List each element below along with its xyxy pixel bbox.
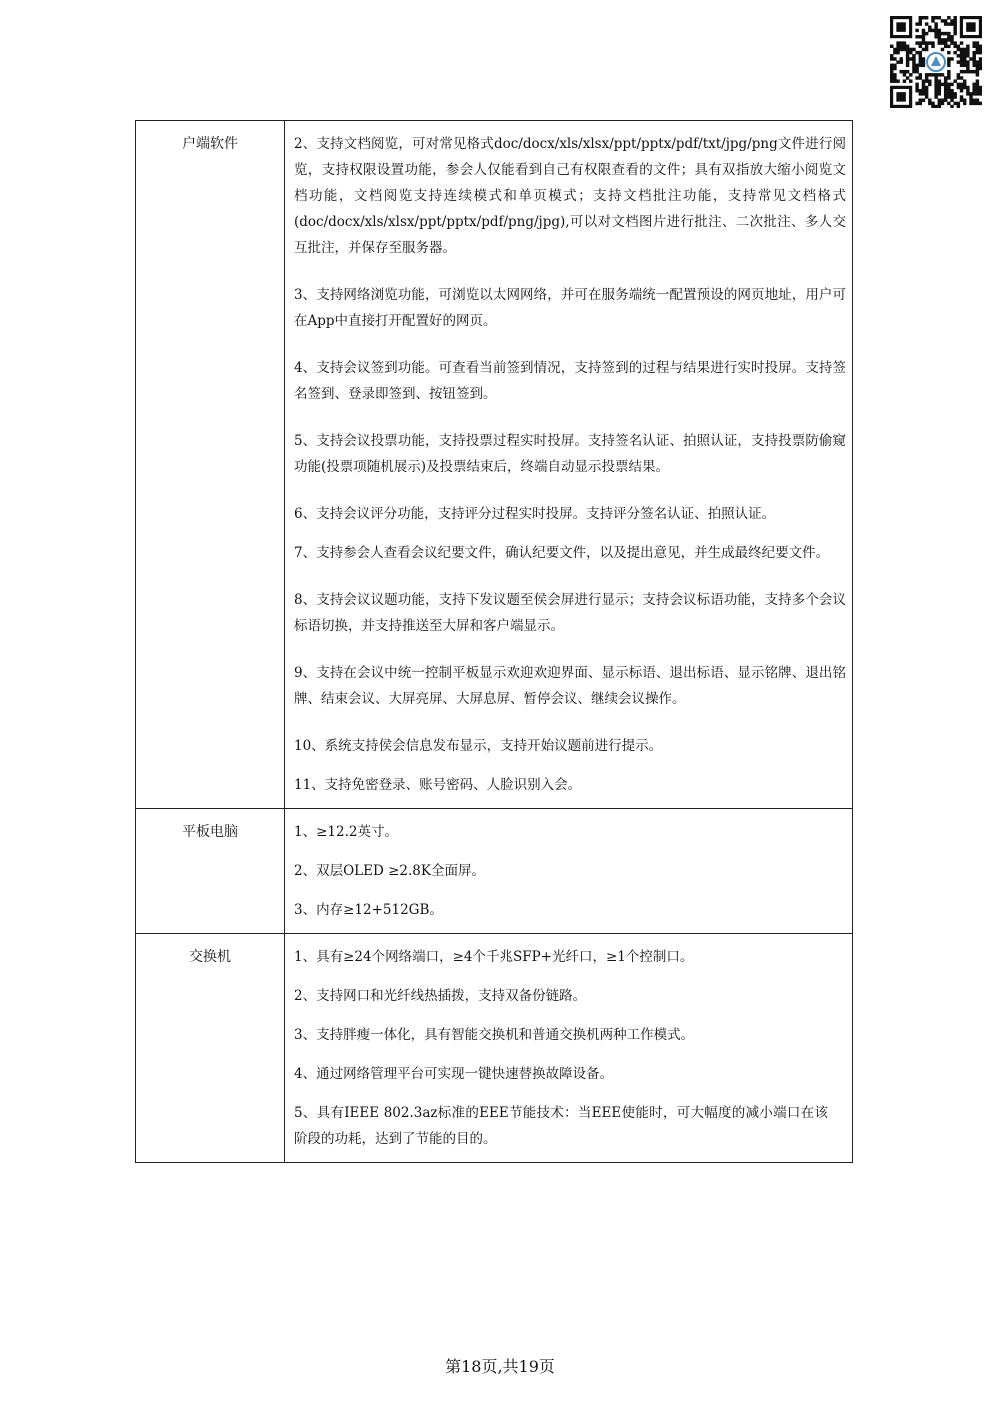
list-item: 2、支持网口和光纤线热插拨，支持双备份链路。 [294, 988, 587, 1004]
list-item: 9、支持在会议中统一控制平板显示欢迎欢迎界面、显示标语、退出标语、显示铭牌、退出铭牌、结束会议、大屏亮屏、大屏息屏、暂停会议、继续会议操作。 [294, 665, 846, 707]
row-label: 户端软件 [136, 121, 285, 809]
list-item: 11、支持免密登录、账号密码、人脸识别入会。 [294, 777, 582, 793]
table-row [136, 121, 853, 809]
list-item: 1、具有≥24个网络端口，≥4个千兆SFP+光纤口，≥1个控制口。 [294, 949, 694, 965]
row-label: 交换机 [136, 934, 285, 1163]
list-item: 4、支持会议签到功能。可查看当前签到情况，支持签到的过程与结果进行实时投屏。支持签名签到、登录即签到、按钮签到。 [294, 360, 846, 402]
list-item: 6、支持会议评分功能，支持评分过程实时投屏。支持评分签名认证、拍照认证。 [294, 506, 776, 522]
spec-table [135, 120, 853, 1163]
list-item: 1、≥12.2英寸。 [294, 824, 398, 840]
list-item: 3、支持胖瘦一体化，具有智能交换机和普通交换机两种工作模式。 [294, 1027, 695, 1043]
row-label: 平板电脑 [136, 809, 285, 934]
list-item: 4、通过网络管理平台可实现一键快速替换故障设备。 [294, 1066, 614, 1082]
row-content [285, 934, 853, 1163]
list-item: 3、支持网络浏览功能，可浏览以太网网络，并可在服务端统一配置预设的网页地址，用户可在App中直接打开配置好的网页。 [294, 287, 846, 329]
qr-code-icon [890, 16, 982, 108]
row-content [285, 121, 853, 809]
table-row [136, 934, 853, 1163]
list-item: 10、系统支持侯会信息发布显示，支持开始议题前进行提示。 [294, 738, 663, 754]
list-item: 7、支持参会人查看会议纪要文件，确认纪要文件，以及提出意见，并生成最终纪要文件。 [294, 545, 830, 561]
list-item: 5、支持会议投票功能，支持投票过程实时投屏。支持签名认证、拍照认证，支持投票防偷窥功能(投票项随机展示)及投票结束后，终端自动显示投票结果。 [294, 433, 846, 475]
list-item: 5、具有IEEE 802.3az标准的EEE节能技术：当EEE使能时，可大幅度的减小端口在该阶段的功耗，达到了节能的目的。 [294, 1105, 828, 1147]
list-item: 2、双层OLED ≥2.8K全面屏。 [294, 863, 485, 879]
list-item: 3、内存≥12+512GB。 [294, 902, 443, 918]
list-item: 2、支持文档阅览，可对常见格式doc/docx/xls/xlsx/ppt/pptx/pdf/txt/jpg/png文件进行阅览，支持权限设置功能，参会人仅能看到自己有权限查看的文件；具有双指放大缩小阅览文档功能，文档阅览支持连续模式和单页模式；支持文档批注功能，支持常见文档格式(doc/docx/xls/xlsx/ppt/pptx/pdf/png/jpg),可以对文档图片进行批注、二次批注、多人交互批注，并保存至服务器。 [294, 136, 846, 256]
list-item: 8、支持会议议题功能，支持下发议题至侯会屏进行显示；支持会议标语功能，支持多个会议标语切换，并支持推送至大屏和客户端显示。 [294, 592, 846, 634]
table-row [136, 809, 853, 934]
row-content [285, 809, 853, 934]
page-number: 第18页,共19页 [445, 1357, 555, 1376]
